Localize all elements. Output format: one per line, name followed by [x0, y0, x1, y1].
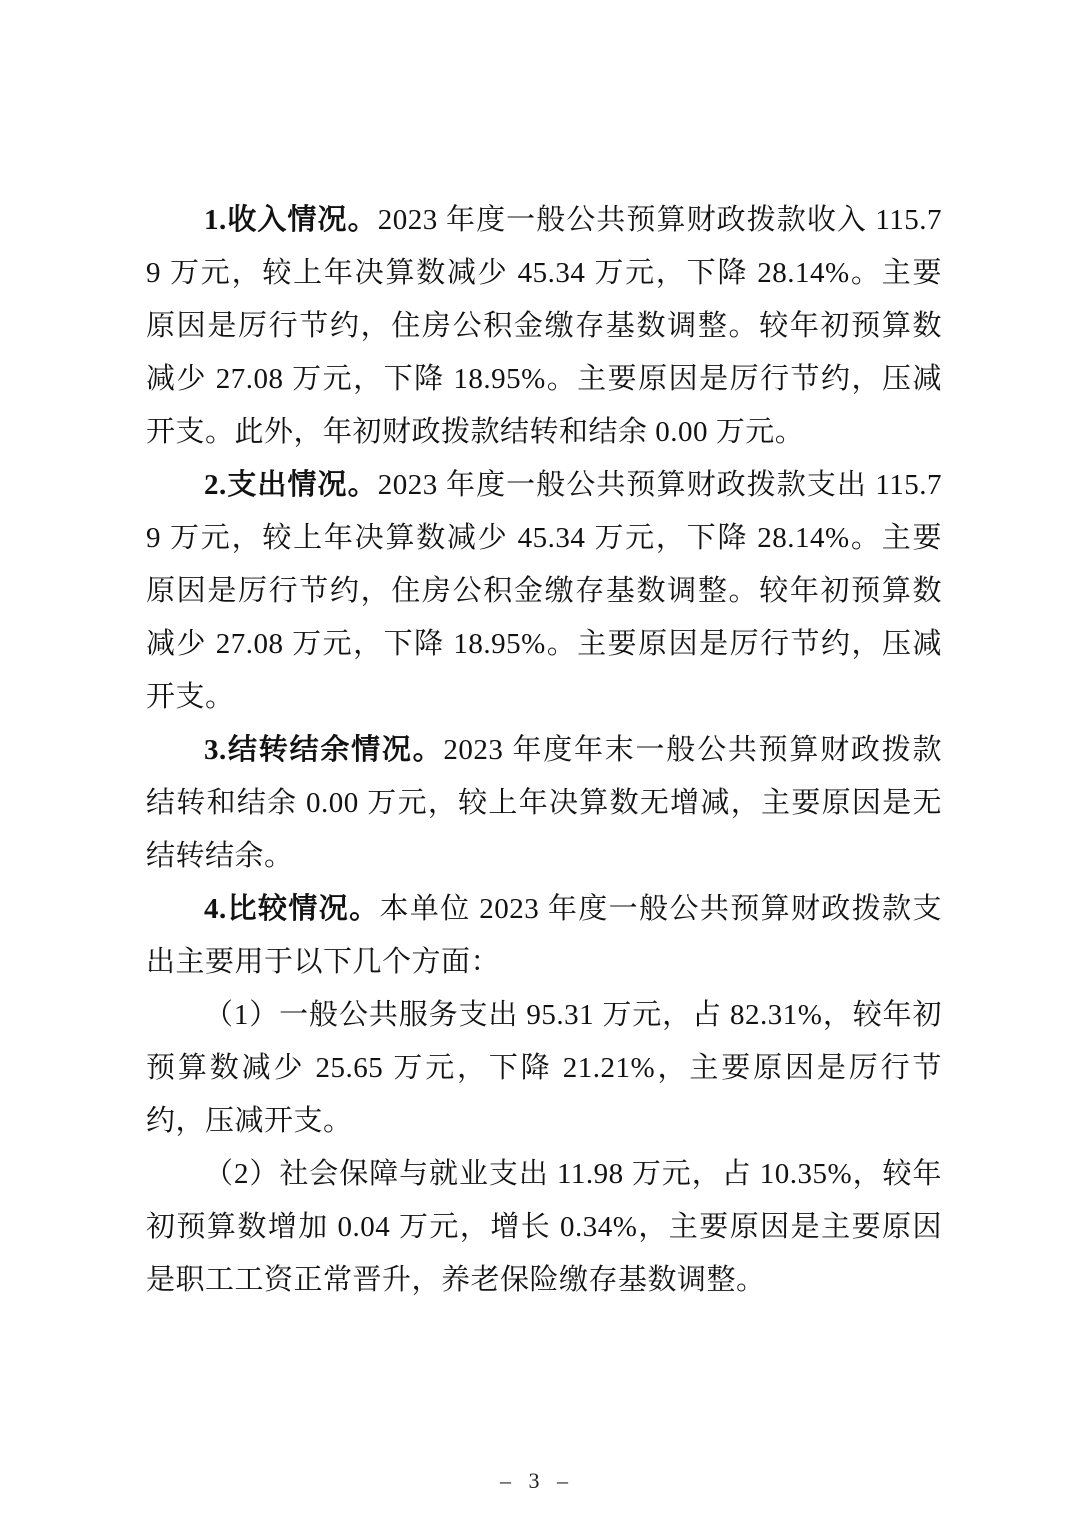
- page-number: – 3 –: [500, 1468, 574, 1493]
- section-body: 2023 年度年末一般公共预算财政拨款结转和结余 0.00 万元，较上年决算数无增减，主要原因是无结转结余。: [146, 734, 942, 872]
- document-body: [146, 194, 942, 1307]
- section-heading: 3.结转结余情况。: [204, 734, 444, 766]
- paragraph-item-1-public-services: [146, 989, 942, 1148]
- section-heading: 4.比较情况。: [204, 893, 380, 925]
- section-body: （1）一般公共服务支出 95.31 万元，占 82.31%，较年初预算数减少 25.65 万元，下降 21.21%，主要原因是厉行节约，压减开支。: [146, 999, 942, 1137]
- section-body: 本单位 2023 年度一般公共预算财政拨款支出主要用于以下几个方面：: [146, 893, 942, 978]
- paragraph-carryover-section: [146, 724, 942, 883]
- paragraph-expenditure-section: [146, 459, 942, 724]
- paragraph-income-section: [146, 194, 942, 459]
- paragraph-comparison-section: [146, 883, 942, 989]
- section-heading: 2.支出情况。: [204, 469, 378, 501]
- section-body: 2023 年度一般公共预算财政拨款收入 115.79 万元，较上年决算数减少 45.34 万元，下降 28.14%。主要原因是厉行节约，住房公积金缴存基数调整。较年初预算数减少 27.08 万元，下降 18.95%。主要原因是厉行节约，压减开支。此外，年初财政拨款结转和结余 0.00 万元。: [146, 204, 942, 448]
- section-heading: 1.收入情况。: [204, 204, 378, 236]
- section-body: （2）社会保障与就业支出 11.98 万元，占 10.35%，较年初预算数增加 0.04 万元，增长 0.34%，主要原因是主要原因是职工工资正常晋升，养老保险缴存基数调整。: [146, 1158, 942, 1296]
- paragraph-item-2-social-security: [146, 1148, 942, 1307]
- section-body: 2023 年度一般公共预算财政拨款支出 115.79 万元，较上年决算数减少 45.34 万元，下降 28.14%。主要原因是厉行节约，住房公积金缴存基数调整。较年初预算数减少 27.08 万元，下降 18.95%。主要原因是厉行节约，压减开支。: [146, 469, 942, 713]
